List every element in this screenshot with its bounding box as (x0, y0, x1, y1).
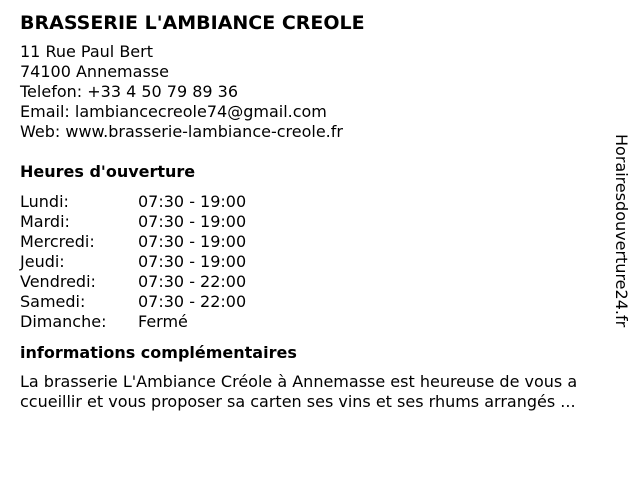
additional-info-heading: informations complémentaires (20, 343, 297, 362)
time-range: 07:30 - 19:00 (138, 212, 247, 231)
time-range: 07:30 - 19:00 (138, 232, 247, 251)
day-label: Samedi: (20, 292, 86, 311)
opening-hours-table (20, 192, 620, 332)
hours-row-thursday (20, 252, 620, 272)
opening-hours-heading: Heures d'ouverture (20, 162, 196, 181)
day-label: Mercredi: (20, 232, 95, 251)
time-range: 07:30 - 19:00 (138, 192, 247, 211)
day-label: Dimanche: (20, 312, 107, 331)
day-label: Jeudi: (20, 252, 65, 271)
day-label: Vendredi: (20, 272, 96, 291)
hours-row-sunday (20, 312, 620, 332)
day-label: Lundi: (20, 192, 69, 211)
business-name: BRASSERIE L'AMBIANCE CREOLE (20, 12, 365, 34)
hours-row-saturday (20, 292, 620, 312)
contact-block (20, 42, 620, 142)
hours-row-wednesday (20, 232, 620, 252)
business-card (20, 10, 620, 412)
hours-row-tuesday (20, 212, 620, 232)
email-address[interactable]: Email: lambiancecreole74@gmail.com (20, 102, 327, 121)
site-watermark: Horairesdouverture24.fr (612, 134, 631, 328)
watermark-container (612, 134, 632, 344)
website-link[interactable]: Web: www.brasserie-lambiance-creole.fr (20, 122, 343, 141)
additional-info-text: La brasserie L'Ambiance Créole à Annemasse est heureuse de vous a ccueillir et vous proposer sa carten ses vins et ses rhums arrangés ... (20, 372, 578, 411)
phone-number[interactable]: Telefon: +33 4 50 79 89 36 (20, 82, 239, 101)
hours-row-monday (20, 192, 620, 212)
time-range: 07:30 - 22:00 (138, 272, 247, 291)
time-range: 07:30 - 19:00 (138, 252, 247, 271)
day-label: Mardi: (20, 212, 70, 231)
time-range: 07:30 - 22:00 (138, 292, 247, 311)
hours-row-friday (20, 272, 620, 292)
address-city: 74100 Annemasse (20, 62, 169, 81)
time-range: Fermé (138, 312, 188, 331)
address-street: 11 Rue Paul Bert (20, 42, 153, 61)
